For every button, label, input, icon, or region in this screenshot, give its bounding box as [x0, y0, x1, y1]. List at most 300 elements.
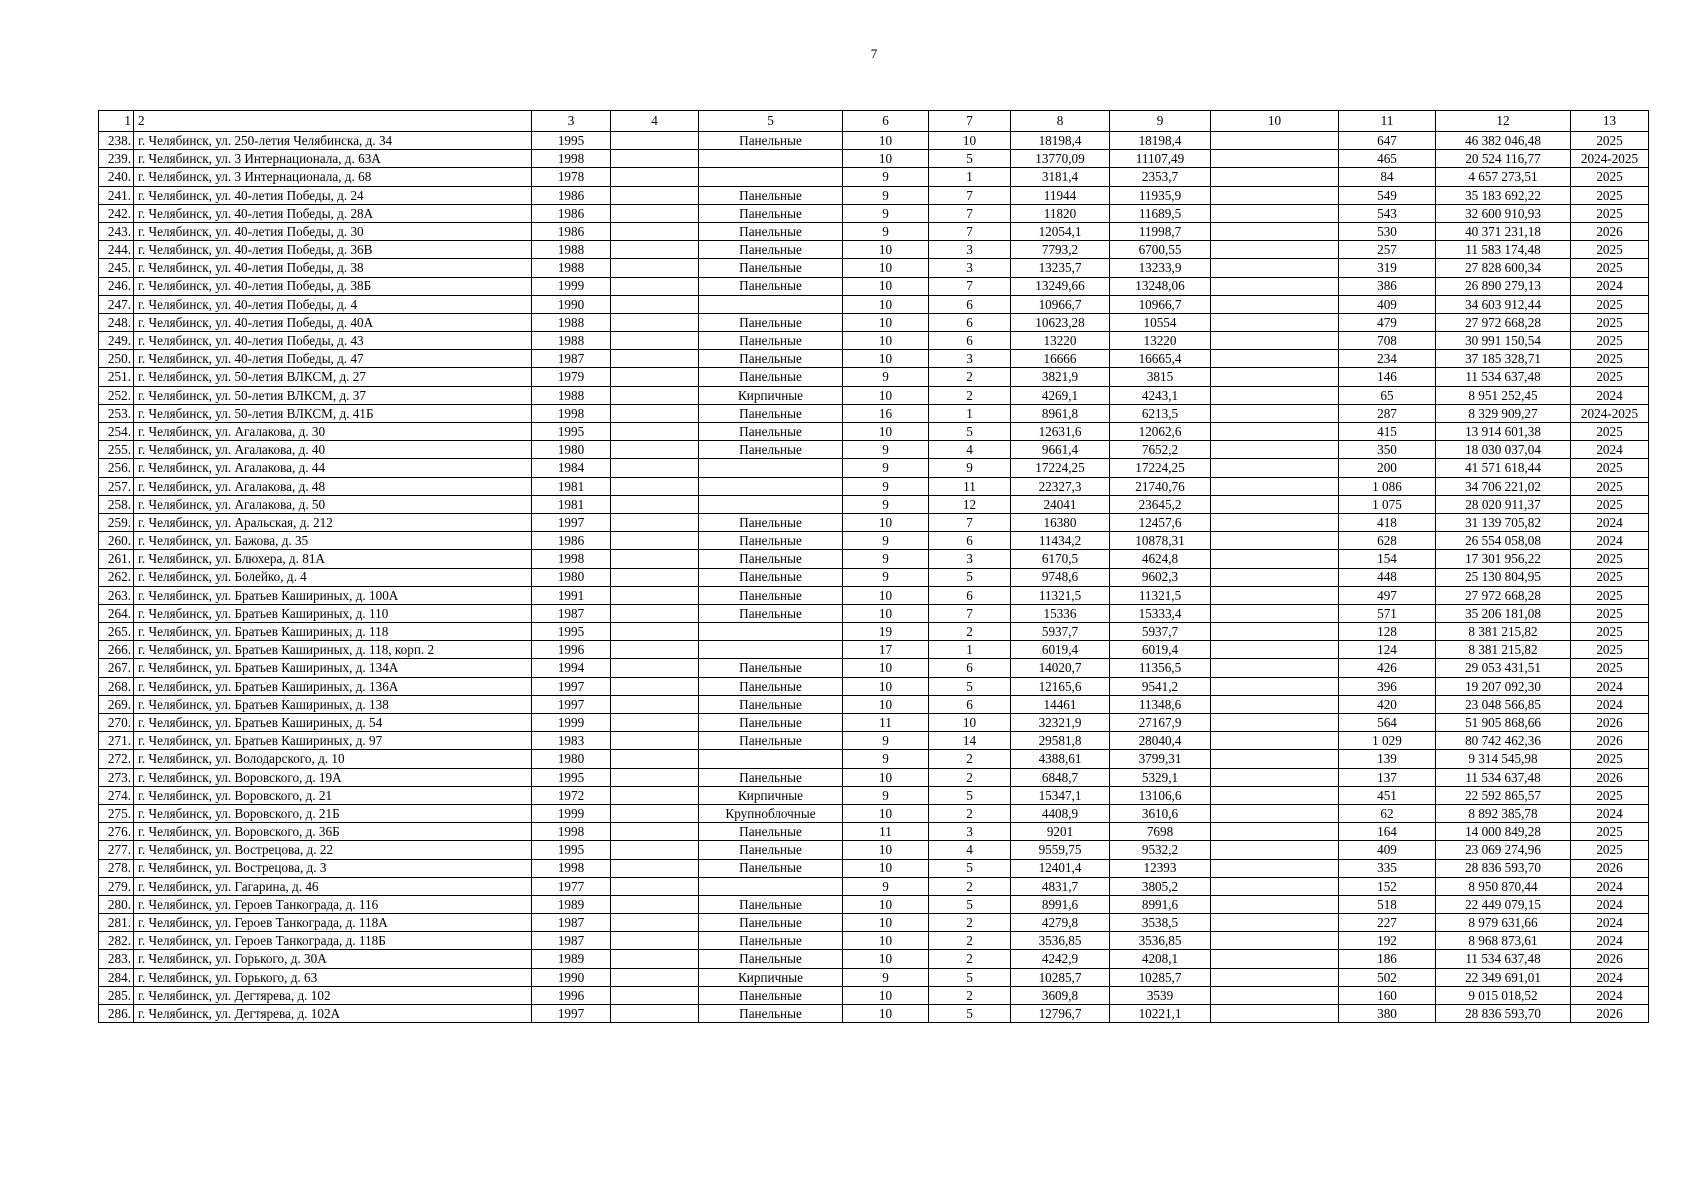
cell-address: г. Челябинск, ул. Болейко, д. 4: [134, 568, 532, 586]
cell-col-4: [611, 423, 699, 441]
cell-residents: 137: [1339, 768, 1436, 786]
cell-row-number: 243.: [99, 222, 134, 240]
cell-entrances: 2: [929, 750, 1011, 768]
cell-period: 2025: [1571, 786, 1649, 804]
cell-col-4: [611, 150, 699, 168]
cell-period: 2025: [1571, 423, 1649, 441]
cell-col-10: [1211, 641, 1339, 659]
cell-cost: 8 381 215,82: [1436, 623, 1571, 641]
cell-period: 2025: [1571, 604, 1649, 622]
cell-period: 2025: [1571, 204, 1649, 222]
cell-residents: 549: [1339, 186, 1436, 204]
cell-col-4: [611, 968, 699, 986]
cell-total-area: 8961,8: [1011, 404, 1110, 422]
cell-wall-material: Панельные: [699, 350, 843, 368]
table-row: [99, 695, 1649, 713]
cell-wall-material: Панельные: [699, 950, 843, 968]
cell-living-area: 5329,1: [1110, 768, 1211, 786]
cell-residents: 479: [1339, 313, 1436, 331]
cell-wall-material: Панельные: [699, 859, 843, 877]
cell-residents: 319: [1339, 259, 1436, 277]
header-cell-floors: 6: [843, 111, 929, 132]
cell-cost: 28 836 593,70: [1436, 1005, 1571, 1023]
cell-total-area: 17224,25: [1011, 459, 1110, 477]
cell-year-built: 1984: [532, 459, 611, 477]
cell-address: г. Челябинск, ул. 40-летия Победы, д. 4: [134, 295, 532, 313]
cell-floors: 10: [843, 313, 929, 331]
cell-wall-material: Панельные: [699, 186, 843, 204]
cell-cost: 11 534 637,48: [1436, 768, 1571, 786]
cell-total-area: 4831,7: [1011, 877, 1110, 895]
cell-row-number: 253.: [99, 404, 134, 422]
cell-residents: 386: [1339, 277, 1436, 295]
cell-address: г. Челябинск, ул. Дегтярева, д. 102: [134, 986, 532, 1004]
cell-entrances: 2: [929, 768, 1011, 786]
cell-row-number: 280.: [99, 895, 134, 913]
cell-total-area: 6848,7: [1011, 768, 1110, 786]
cell-row-number: 272.: [99, 750, 134, 768]
cell-col-10: [1211, 877, 1339, 895]
table-row: [99, 513, 1649, 531]
cell-living-area: 10878,31: [1110, 532, 1211, 550]
cell-total-area: 29581,8: [1011, 732, 1110, 750]
cell-address: г. Челябинск, ул. Аральская, д. 212: [134, 513, 532, 531]
cell-period: 2026: [1571, 714, 1649, 732]
cell-residents: 497: [1339, 586, 1436, 604]
cell-col-10: [1211, 513, 1339, 531]
cell-col-4: [611, 132, 699, 150]
cell-total-area: 18198,4: [1011, 132, 1110, 150]
cell-col-4: [611, 841, 699, 859]
cell-address: г. Челябинск, ул. Братьев Кашириных, д. 97: [134, 732, 532, 750]
cell-year-built: 1987: [532, 932, 611, 950]
cell-address: г. Челябинск, ул. 40-летия Победы, д. 40А: [134, 313, 532, 331]
cell-year-built: 1998: [532, 823, 611, 841]
cell-living-area: 11321,5: [1110, 586, 1211, 604]
cell-address: г. Челябинск, ул. Вострецова, д. 3: [134, 859, 532, 877]
cell-residents: 128: [1339, 623, 1436, 641]
header-cell-residents: 11: [1339, 111, 1436, 132]
cell-living-area: 13220: [1110, 332, 1211, 350]
cell-entrances: 3: [929, 241, 1011, 259]
cell-year-built: 1997: [532, 513, 611, 531]
cell-cost: 19 207 092,30: [1436, 677, 1571, 695]
cell-living-area: 17224,25: [1110, 459, 1211, 477]
cell-entrances: 3: [929, 550, 1011, 568]
cell-cost: 8 950 870,44: [1436, 877, 1571, 895]
cell-col-4: [611, 532, 699, 550]
cell-total-area: 4242,9: [1011, 950, 1110, 968]
cell-floors: 10: [843, 695, 929, 713]
cell-period: 2026: [1571, 222, 1649, 240]
cell-living-area: 23645,2: [1110, 495, 1211, 513]
cell-row-number: 278.: [99, 859, 134, 877]
cell-residents: 426: [1339, 659, 1436, 677]
cell-living-area: 13233,9: [1110, 259, 1211, 277]
cell-row-number: 274.: [99, 786, 134, 804]
cell-cost: 23 048 566,85: [1436, 695, 1571, 713]
cell-floors: 10: [843, 332, 929, 350]
cell-residents: 409: [1339, 295, 1436, 313]
cell-col-4: [611, 659, 699, 677]
cell-living-area: 6213,5: [1110, 404, 1211, 422]
cell-wall-material: Панельные: [699, 222, 843, 240]
cell-year-built: 1989: [532, 950, 611, 968]
cell-row-number: 273.: [99, 768, 134, 786]
cell-wall-material: Панельные: [699, 768, 843, 786]
cell-col-4: [611, 477, 699, 495]
cell-total-area: 12401,4: [1011, 859, 1110, 877]
cell-cost: 23 069 274,96: [1436, 841, 1571, 859]
cell-cost: 35 183 692,22: [1436, 186, 1571, 204]
cell-year-built: 1999: [532, 804, 611, 822]
cell-col-4: [611, 277, 699, 295]
cell-cost: 31 139 705,82: [1436, 513, 1571, 531]
cell-row-number: 283.: [99, 950, 134, 968]
cell-living-area: 11356,5: [1110, 659, 1211, 677]
table-row: [99, 532, 1649, 550]
table-row: [99, 1005, 1649, 1023]
cell-cost: 11 534 637,48: [1436, 368, 1571, 386]
cell-residents: 200: [1339, 459, 1436, 477]
cell-entrances: 5: [929, 786, 1011, 804]
cell-address: г. Челябинск, ул. 40-летия Победы, д. 47: [134, 350, 532, 368]
cell-residents: 152: [1339, 877, 1436, 895]
cell-floors: 10: [843, 132, 929, 150]
cell-floors: 9: [843, 532, 929, 550]
table-row: [99, 186, 1649, 204]
table-row: [99, 368, 1649, 386]
cell-living-area: 3799,31: [1110, 750, 1211, 768]
cell-cost: 9 015 018,52: [1436, 986, 1571, 1004]
cell-total-area: 8991,6: [1011, 895, 1110, 913]
cell-living-area: 12393: [1110, 859, 1211, 877]
cell-address: г. Челябинск, ул. Братьев Кашириных, д. 110: [134, 604, 532, 622]
cell-col-10: [1211, 768, 1339, 786]
cell-wall-material: Панельные: [699, 532, 843, 550]
table-row: [99, 586, 1649, 604]
cell-period: 2025: [1571, 241, 1649, 259]
cell-period: 2024: [1571, 441, 1649, 459]
cell-living-area: 6700,55: [1110, 241, 1211, 259]
cell-col-4: [611, 732, 699, 750]
cell-entrances: 10: [929, 714, 1011, 732]
header-cell-entrances: 7: [929, 111, 1011, 132]
cell-cost: 22 449 079,15: [1436, 895, 1571, 913]
cell-living-area: 16665,4: [1110, 350, 1211, 368]
cell-total-area: 6170,5: [1011, 550, 1110, 568]
cell-row-number: 258.: [99, 495, 134, 513]
cell-col-10: [1211, 732, 1339, 750]
cell-col-4: [611, 350, 699, 368]
cell-col-4: [611, 914, 699, 932]
cell-wall-material: [699, 295, 843, 313]
cell-living-area: 5937,7: [1110, 623, 1211, 641]
header-cell-wall-material: 5: [699, 111, 843, 132]
cell-year-built: 1999: [532, 277, 611, 295]
cell-total-area: 13235,7: [1011, 259, 1110, 277]
cell-year-built: 1972: [532, 786, 611, 804]
cell-address: г. Челябинск, ул. Агалакова, д. 50: [134, 495, 532, 513]
cell-living-area: 4208,1: [1110, 950, 1211, 968]
cell-col-10: [1211, 277, 1339, 295]
cell-col-10: [1211, 313, 1339, 331]
cell-address: г. Челябинск, ул. Героев Танкограда, д. 116: [134, 895, 532, 913]
cell-row-number: 245.: [99, 259, 134, 277]
cell-floors: 10: [843, 804, 929, 822]
table-row: [99, 550, 1649, 568]
table-row: [99, 859, 1649, 877]
table-row: [99, 277, 1649, 295]
cell-col-10: [1211, 859, 1339, 877]
cell-wall-material: Панельные: [699, 423, 843, 441]
cell-period: 2025: [1571, 459, 1649, 477]
cell-total-area: 4269,1: [1011, 386, 1110, 404]
cell-address: г. Челябинск, ул. Братьев Кашириных, д. 118, корп. 2: [134, 641, 532, 659]
cell-entrances: 9: [929, 459, 1011, 477]
cell-residents: 287: [1339, 404, 1436, 422]
cell-cost: 18 030 037,04: [1436, 441, 1571, 459]
table-row: [99, 914, 1649, 932]
cell-total-area: 4408,9: [1011, 804, 1110, 822]
cell-period: 2025: [1571, 168, 1649, 186]
cell-year-built: 1986: [532, 222, 611, 240]
cell-col-10: [1211, 477, 1339, 495]
cell-entrances: 5: [929, 859, 1011, 877]
cell-period: 2026: [1571, 732, 1649, 750]
table-row: [99, 950, 1649, 968]
cell-col-4: [611, 404, 699, 422]
cell-col-10: [1211, 677, 1339, 695]
cell-year-built: 1980: [532, 750, 611, 768]
cell-total-area: 15336: [1011, 604, 1110, 622]
cell-wall-material: Панельные: [699, 895, 843, 913]
cell-living-area: 11689,5: [1110, 204, 1211, 222]
cell-row-number: 242.: [99, 204, 134, 222]
cell-entrances: 6: [929, 695, 1011, 713]
cell-total-area: 7793,2: [1011, 241, 1110, 259]
cell-col-4: [611, 677, 699, 695]
cell-floors: 10: [843, 150, 929, 168]
cell-entrances: 4: [929, 841, 1011, 859]
cell-address: г. Челябинск, ул. Братьев Кашириных, д. 118: [134, 623, 532, 641]
cell-residents: 335: [1339, 859, 1436, 877]
cell-cost: 8 968 873,61: [1436, 932, 1571, 950]
table-row: [99, 313, 1649, 331]
table-row: [99, 641, 1649, 659]
table-row: [99, 768, 1649, 786]
cell-floors: 10: [843, 659, 929, 677]
cell-address: г. Челябинск, ул. Героев Танкограда, д. 118Б: [134, 932, 532, 950]
cell-col-10: [1211, 895, 1339, 913]
cell-period: 2025: [1571, 295, 1649, 313]
cell-col-10: [1211, 241, 1339, 259]
cell-entrances: 14: [929, 732, 1011, 750]
cell-total-area: 22327,3: [1011, 477, 1110, 495]
cell-floors: 10: [843, 841, 929, 859]
cell-cost: 8 892 385,78: [1436, 804, 1571, 822]
cell-total-area: 14461: [1011, 695, 1110, 713]
cell-entrances: 7: [929, 186, 1011, 204]
cell-living-area: 10285,7: [1110, 968, 1211, 986]
cell-col-4: [611, 459, 699, 477]
cell-wall-material: Панельные: [699, 313, 843, 331]
cell-year-built: 1995: [532, 841, 611, 859]
cell-entrances: 1: [929, 168, 1011, 186]
cell-year-built: 1997: [532, 1005, 611, 1023]
cell-row-number: 277.: [99, 841, 134, 859]
cell-col-10: [1211, 423, 1339, 441]
cell-col-4: [611, 186, 699, 204]
cell-col-10: [1211, 368, 1339, 386]
cell-col-4: [611, 550, 699, 568]
cell-period: 2026: [1571, 950, 1649, 968]
cell-floors: 9: [843, 495, 929, 513]
cell-total-area: 10285,7: [1011, 968, 1110, 986]
cell-wall-material: Панельные: [699, 277, 843, 295]
cell-entrances: 5: [929, 968, 1011, 986]
cell-entrances: 5: [929, 895, 1011, 913]
cell-address: г. Челябинск, ул. Блюхера, д. 81А: [134, 550, 532, 568]
cell-wall-material: [699, 150, 843, 168]
cell-entrances: 2: [929, 877, 1011, 895]
cell-col-10: [1211, 659, 1339, 677]
cell-col-10: [1211, 586, 1339, 604]
cell-cost: 8 951 252,45: [1436, 386, 1571, 404]
cell-wall-material: Панельные: [699, 659, 843, 677]
cell-total-area: 32321,9: [1011, 714, 1110, 732]
cell-col-4: [611, 695, 699, 713]
cell-wall-material: Панельные: [699, 550, 843, 568]
cell-period: 2025: [1571, 841, 1649, 859]
cell-row-number: 241.: [99, 186, 134, 204]
cell-floors: 16: [843, 404, 929, 422]
cell-address: г. Челябинск, ул. Братьев Кашириных, д. 100А: [134, 586, 532, 604]
cell-cost: 40 371 231,18: [1436, 222, 1571, 240]
cell-cost: 14 000 849,28: [1436, 823, 1571, 841]
cell-entrances: 5: [929, 1005, 1011, 1023]
cell-residents: 420: [1339, 695, 1436, 713]
cell-row-number: 257.: [99, 477, 134, 495]
cell-floors: 9: [843, 204, 929, 222]
cell-year-built: 1998: [532, 859, 611, 877]
table-row: [99, 895, 1649, 913]
cell-col-10: [1211, 804, 1339, 822]
cell-col-10: [1211, 150, 1339, 168]
cell-row-number: 249.: [99, 332, 134, 350]
cell-col-4: [611, 332, 699, 350]
cell-cost: 80 742 462,36: [1436, 732, 1571, 750]
table-row: [99, 568, 1649, 586]
cell-period: 2025: [1571, 659, 1649, 677]
cell-residents: 160: [1339, 986, 1436, 1004]
cell-col-10: [1211, 786, 1339, 804]
cell-address: г. Челябинск, ул. Дегтярева, д. 102А: [134, 1005, 532, 1023]
cell-entrances: 7: [929, 513, 1011, 531]
cell-col-4: [611, 441, 699, 459]
cell-residents: 708: [1339, 332, 1436, 350]
cell-total-area: 10623,28: [1011, 313, 1110, 331]
cell-residents: 65: [1339, 386, 1436, 404]
cell-total-area: 13249,66: [1011, 277, 1110, 295]
cell-entrances: 2: [929, 368, 1011, 386]
cell-row-number: 282.: [99, 932, 134, 950]
cell-residents: 543: [1339, 204, 1436, 222]
cell-total-area: 11434,2: [1011, 532, 1110, 550]
cell-living-area: 27167,9: [1110, 714, 1211, 732]
cell-year-built: 1998: [532, 150, 611, 168]
cell-col-4: [611, 513, 699, 531]
cell-cost: 28 836 593,70: [1436, 859, 1571, 877]
cell-year-built: 1988: [532, 259, 611, 277]
cell-total-area: 12796,7: [1011, 1005, 1110, 1023]
cell-residents: 186: [1339, 950, 1436, 968]
cell-floors: 10: [843, 677, 929, 695]
table-row: [99, 332, 1649, 350]
header-cell-cost: 12: [1436, 111, 1571, 132]
cell-floors: 10: [843, 768, 929, 786]
cell-residents: 124: [1339, 641, 1436, 659]
cell-floors: 10: [843, 350, 929, 368]
cell-floors: 9: [843, 750, 929, 768]
cell-row-number: 252.: [99, 386, 134, 404]
header-row: [99, 111, 1649, 132]
cell-col-10: [1211, 332, 1339, 350]
cell-row-number: 244.: [99, 241, 134, 259]
cell-year-built: 1986: [532, 186, 611, 204]
cell-row-number: 260.: [99, 532, 134, 550]
cell-residents: 465: [1339, 150, 1436, 168]
cell-period: 2025: [1571, 495, 1649, 513]
cell-period: 2026: [1571, 1005, 1649, 1023]
cell-residents: 146: [1339, 368, 1436, 386]
cell-cost: 35 206 181,08: [1436, 604, 1571, 622]
cell-wall-material: Панельные: [699, 132, 843, 150]
table-row: [99, 604, 1649, 622]
cell-living-area: 11107,49: [1110, 150, 1211, 168]
table-row: [99, 295, 1649, 313]
cell-address: г. Челябинск, ул. 3 Интернационала, д. 68: [134, 168, 532, 186]
cell-address: г. Челябинск, ул. 40-летия Победы, д. 24: [134, 186, 532, 204]
cell-col-4: [611, 986, 699, 1004]
header-cell-period: 13: [1571, 111, 1649, 132]
cell-col-10: [1211, 168, 1339, 186]
cell-col-10: [1211, 295, 1339, 313]
housing-register-table: [98, 110, 1649, 1023]
cell-cost: 32 600 910,93: [1436, 204, 1571, 222]
cell-floors: 10: [843, 859, 929, 877]
cell-residents: 192: [1339, 932, 1436, 950]
table-row: [99, 877, 1649, 895]
cell-row-number: 238.: [99, 132, 134, 150]
cell-entrances: 10: [929, 132, 1011, 150]
cell-total-area: 16380: [1011, 513, 1110, 531]
cell-total-area: 5937,7: [1011, 623, 1110, 641]
cell-floors: 9: [843, 441, 929, 459]
cell-row-number: 251.: [99, 368, 134, 386]
cell-floors: 9: [843, 786, 929, 804]
cell-row-number: 276.: [99, 823, 134, 841]
cell-col-4: [611, 241, 699, 259]
cell-period: 2025: [1571, 186, 1649, 204]
cell-entrances: 2: [929, 386, 1011, 404]
cell-col-10: [1211, 986, 1339, 1004]
cell-cost: 26 890 279,13: [1436, 277, 1571, 295]
cell-row-number: 264.: [99, 604, 134, 622]
cell-address: г. Челябинск, ул. 40-летия Победы, д. 38: [134, 259, 532, 277]
cell-year-built: 1995: [532, 768, 611, 786]
cell-address: г. Челябинск, ул. Воровского, д. 36Б: [134, 823, 532, 841]
